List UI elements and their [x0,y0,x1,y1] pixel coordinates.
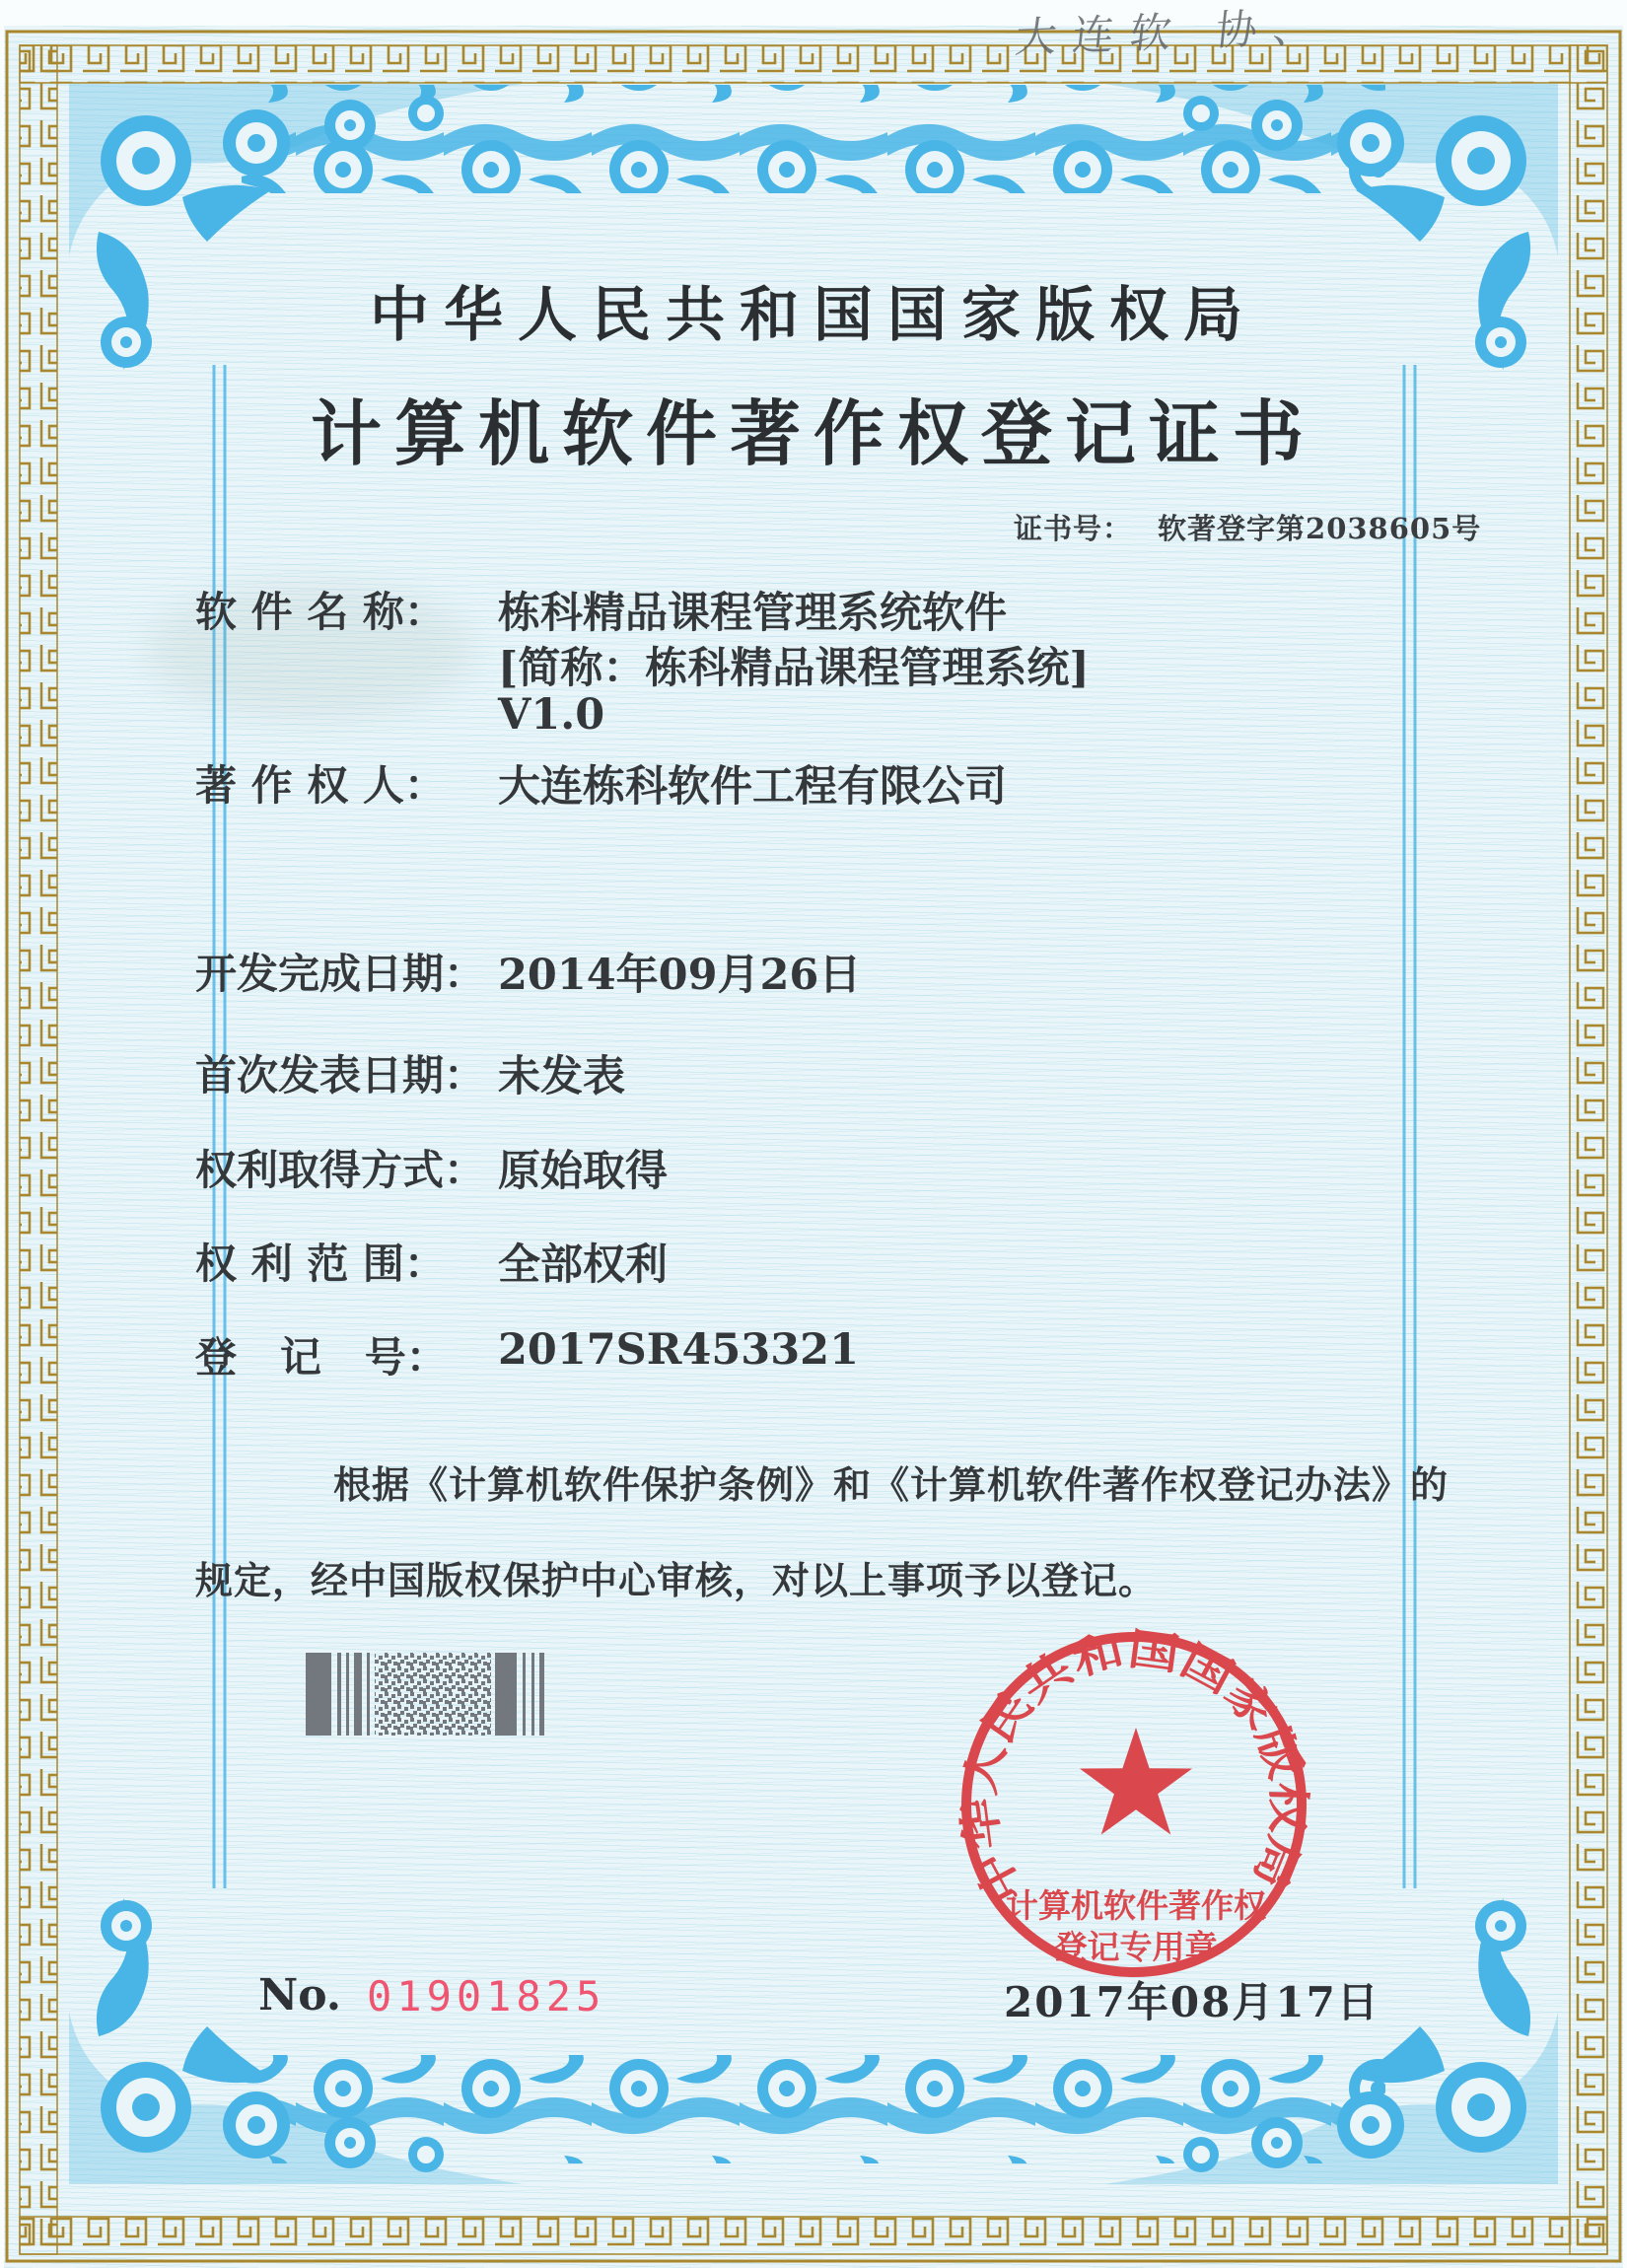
right-acquisition-value: 原始取得 [498,1147,668,1196]
cert-no-value: 软著登字第2038605号 [1158,512,1482,545]
dev-complete-date-label: 开发完成日期： [195,950,486,998]
seal-star-icon [1080,1728,1192,1835]
registration-no-value: 2017SR453321 [498,1325,859,1375]
right-scope-label: 权 利 范 围： [195,1240,446,1288]
serial-no-value: 01901825 [367,1972,606,2020]
software-version-value: V1.0 [498,690,605,740]
right-acquisition-label: 权利取得方式： [195,1146,486,1194]
copyright-owner-label: 著 作 权 人： [195,761,446,810]
barcode [306,1653,544,1736]
statement-line1: 根据《计算机软件保护条例》和《计算机软件著作权登记办法》的 [333,1462,1450,1507]
registration-no-label: 登 记 号： [195,1333,448,1382]
handwritten-note: 大连软 协、 [1013,2,1333,62]
seal-ring-text: 中华人民共和国国家版权局 [955,1623,1313,1912]
cert-no-label: 证书号： [1014,512,1133,545]
statement-line2: 规定，经中国版权保护中心审核，对以上事项予以登记。 [195,1558,1158,1602]
seal-text-line1: 计算机软件著作权 [1006,1886,1266,1925]
right-scope-value: 全部权利 [498,1240,668,1290]
issuing-authority: 中华人民共和国国家版权局 [370,281,1257,350]
software-name-label: 软 件 名 称： [195,588,446,636]
first-publish-date-value: 未发表 [498,1052,625,1101]
serial-number-line [0,1970,1627,2029]
dev-complete-date-value: 2014年09月26日 [498,951,862,1000]
first-publish-date-label: 首次发表日期： [195,1051,486,1099]
seal-text-line2: 登记专用章 [1054,1928,1218,1966]
serial-no-label: No. [258,1970,342,2020]
software-shortname-value: [简称：栋科精品课程管理系统] [498,644,1090,693]
software-name-value: 栋科精品课程管理系统软件 [498,589,1007,638]
certificate-title: 计算机软件著作权登记证书 [310,391,1316,475]
copyright-owner-value: 大连栋科软件工程有限公司 [498,762,1007,812]
issue-date: 2017年08月17日 [1004,1978,1380,2026]
official-seal [954,1624,1312,1972]
